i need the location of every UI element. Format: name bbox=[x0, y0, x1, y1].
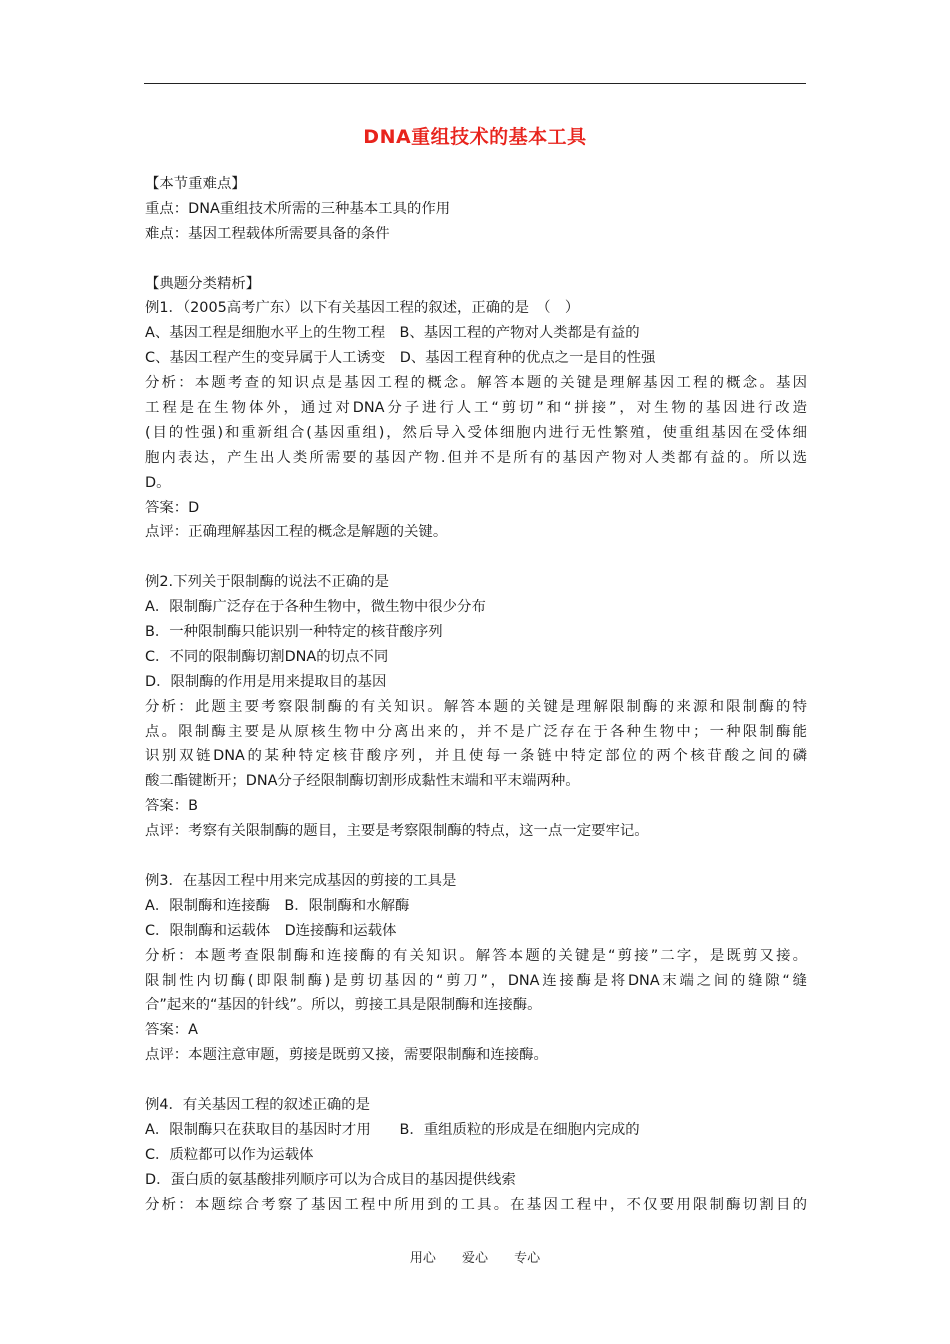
text-line: 重点：DNA重组技术所需的三种基本工具的作用 bbox=[145, 200, 451, 217]
text-line: 答案：D bbox=[145, 499, 200, 516]
text-line: 分析：本题考查限制酶和连接酶的有关知识。解答本题的关键是“剪接”二字，是既剪又接。 bbox=[145, 947, 807, 964]
text-line: C．限制酶和运载体 D连接酶和运载体 bbox=[145, 922, 397, 939]
text-line: A．限制酶和连接酶 B．限制酶和水解酶 bbox=[145, 897, 410, 914]
text-line: 点。限制酶主要是从原核生物中分离出来的，并不是广泛存在于各种生物中；一种限制酶能 bbox=[145, 723, 807, 740]
text-line: D。 bbox=[145, 474, 171, 491]
text-line: B．一种限制酶只能识别一种特定的核苷酸序列 bbox=[145, 624, 443, 641]
blank-line bbox=[145, 1068, 807, 1093]
document-body bbox=[145, 172, 807, 1217]
footer-text-3: 专心 bbox=[514, 1251, 541, 1266]
text-line: 例2.下列关于限制酶的说法不正确的是 bbox=[145, 574, 389, 591]
text-line: 【本节重难点】 bbox=[145, 176, 246, 192]
text-line: C．质粒都可以作为运载体 bbox=[145, 1146, 314, 1163]
text-line: 酸二酯键断开；DNA分子经限制酶切割形成黏性末端和平末端两种。 bbox=[145, 773, 580, 790]
text-line: 例4．有关基因工程的叙述正确的是 bbox=[145, 1096, 371, 1113]
text-line: A．限制酶广泛存在于各种生物中，微生物中很少分布 bbox=[145, 599, 486, 616]
text-line: A．限制酶只在获取目的基因时才用 B．重组质粒的形成是在细胞内完成的 bbox=[145, 1121, 640, 1138]
text-line: 合”起来的“基因的针线”。所以，剪接工具是限制酶和连接酶。 bbox=[145, 997, 542, 1014]
text-line: (目的性强)和重新组合(基因重组)，然后导入受体细胞内进行无性繁殖，使重组基因在受体细 bbox=[145, 424, 807, 441]
text-line: A、基因工程是细胞水平上的生物工程 B、基因工程的产物对人类都是有益的 bbox=[145, 325, 640, 342]
text-line: 答案：B bbox=[145, 798, 199, 815]
text-line: 例3．在基因工程中用来完成基因的剪接的工具是 bbox=[145, 872, 457, 889]
text-line: 识别双链DNA的某种特定核苷酸序列，并且使每一条链中特定部位的两个核苷酸之间的磷 bbox=[145, 748, 807, 765]
text-line: 分析：此题主要考察限制酶的有关知识。解答本题的关键是理解限制酶的来源和限制酶的特 bbox=[145, 698, 807, 715]
text-line: 难点：基因工程载体所需要具备的条件 bbox=[145, 225, 390, 242]
header-rule bbox=[144, 83, 806, 84]
text-line: 分析：本题综合考察了基因工程中所用到的工具。在基因工程中，不仅要用限制酶切割目的 bbox=[145, 1196, 807, 1213]
text-line: 限制性内切酶(即限制酶)是剪切基因的“剪刀”，DNA连接酶是将DNA末端之间的缝隙“缝 bbox=[145, 972, 807, 989]
blank-line bbox=[145, 844, 807, 869]
footer-text-1: 用心 bbox=[409, 1251, 436, 1266]
text-line: C．不同的限制酶切割DNA的切点不同 bbox=[145, 648, 389, 665]
text-line: 【典题分类精析】 bbox=[145, 275, 261, 292]
blank-line bbox=[145, 247, 807, 272]
text-line: 点评：本题注意审题，剪接是既剪又接，需要限制酶和连接酶。 bbox=[145, 1047, 548, 1064]
text-line: D．蛋白质的氨基酸排列顺序可以为合成目的基因提供线索 bbox=[145, 1171, 516, 1188]
text-line: 分析：本题考查的知识点是基因工程的概念。解答本题的关键是理解基因工程的概念。基因 bbox=[145, 375, 807, 392]
blank-line bbox=[145, 545, 807, 570]
footer-text-2: 爱心 bbox=[461, 1251, 488, 1266]
text-line: 点评：正确理解基因工程的概念是解题的关键。 bbox=[145, 524, 448, 541]
text-line: C、基因工程产生的变异属于人工诱变 D、基因工程育种的优点之一是目的性强 bbox=[145, 350, 656, 367]
page-footer bbox=[0, 1247, 950, 1266]
page-title: DNA重组技术的基本工具 bbox=[363, 126, 587, 148]
text-line: 工程是在生物体外，通过对DNA分子进行人工“剪切”和“拼接”，对生物的基因进行改造 bbox=[145, 400, 807, 417]
text-line: 答案：A bbox=[145, 1022, 199, 1039]
text-line: 胞内表达，产生出人类所需要的基因产物.但并不是所有的基因产物对人类都有益的。所以选 bbox=[145, 449, 807, 466]
text-line: 点评：考察有关限制酶的题目，主要是考察限制酶的特点，这一点一定要牢记。 bbox=[145, 823, 649, 840]
text-line: 例1．（2005高考广东）以下有关基因工程的叙述，正确的是 （ ） bbox=[145, 300, 580, 317]
text-line: D．限制酶的作用是用来提取目的基因 bbox=[145, 673, 387, 690]
